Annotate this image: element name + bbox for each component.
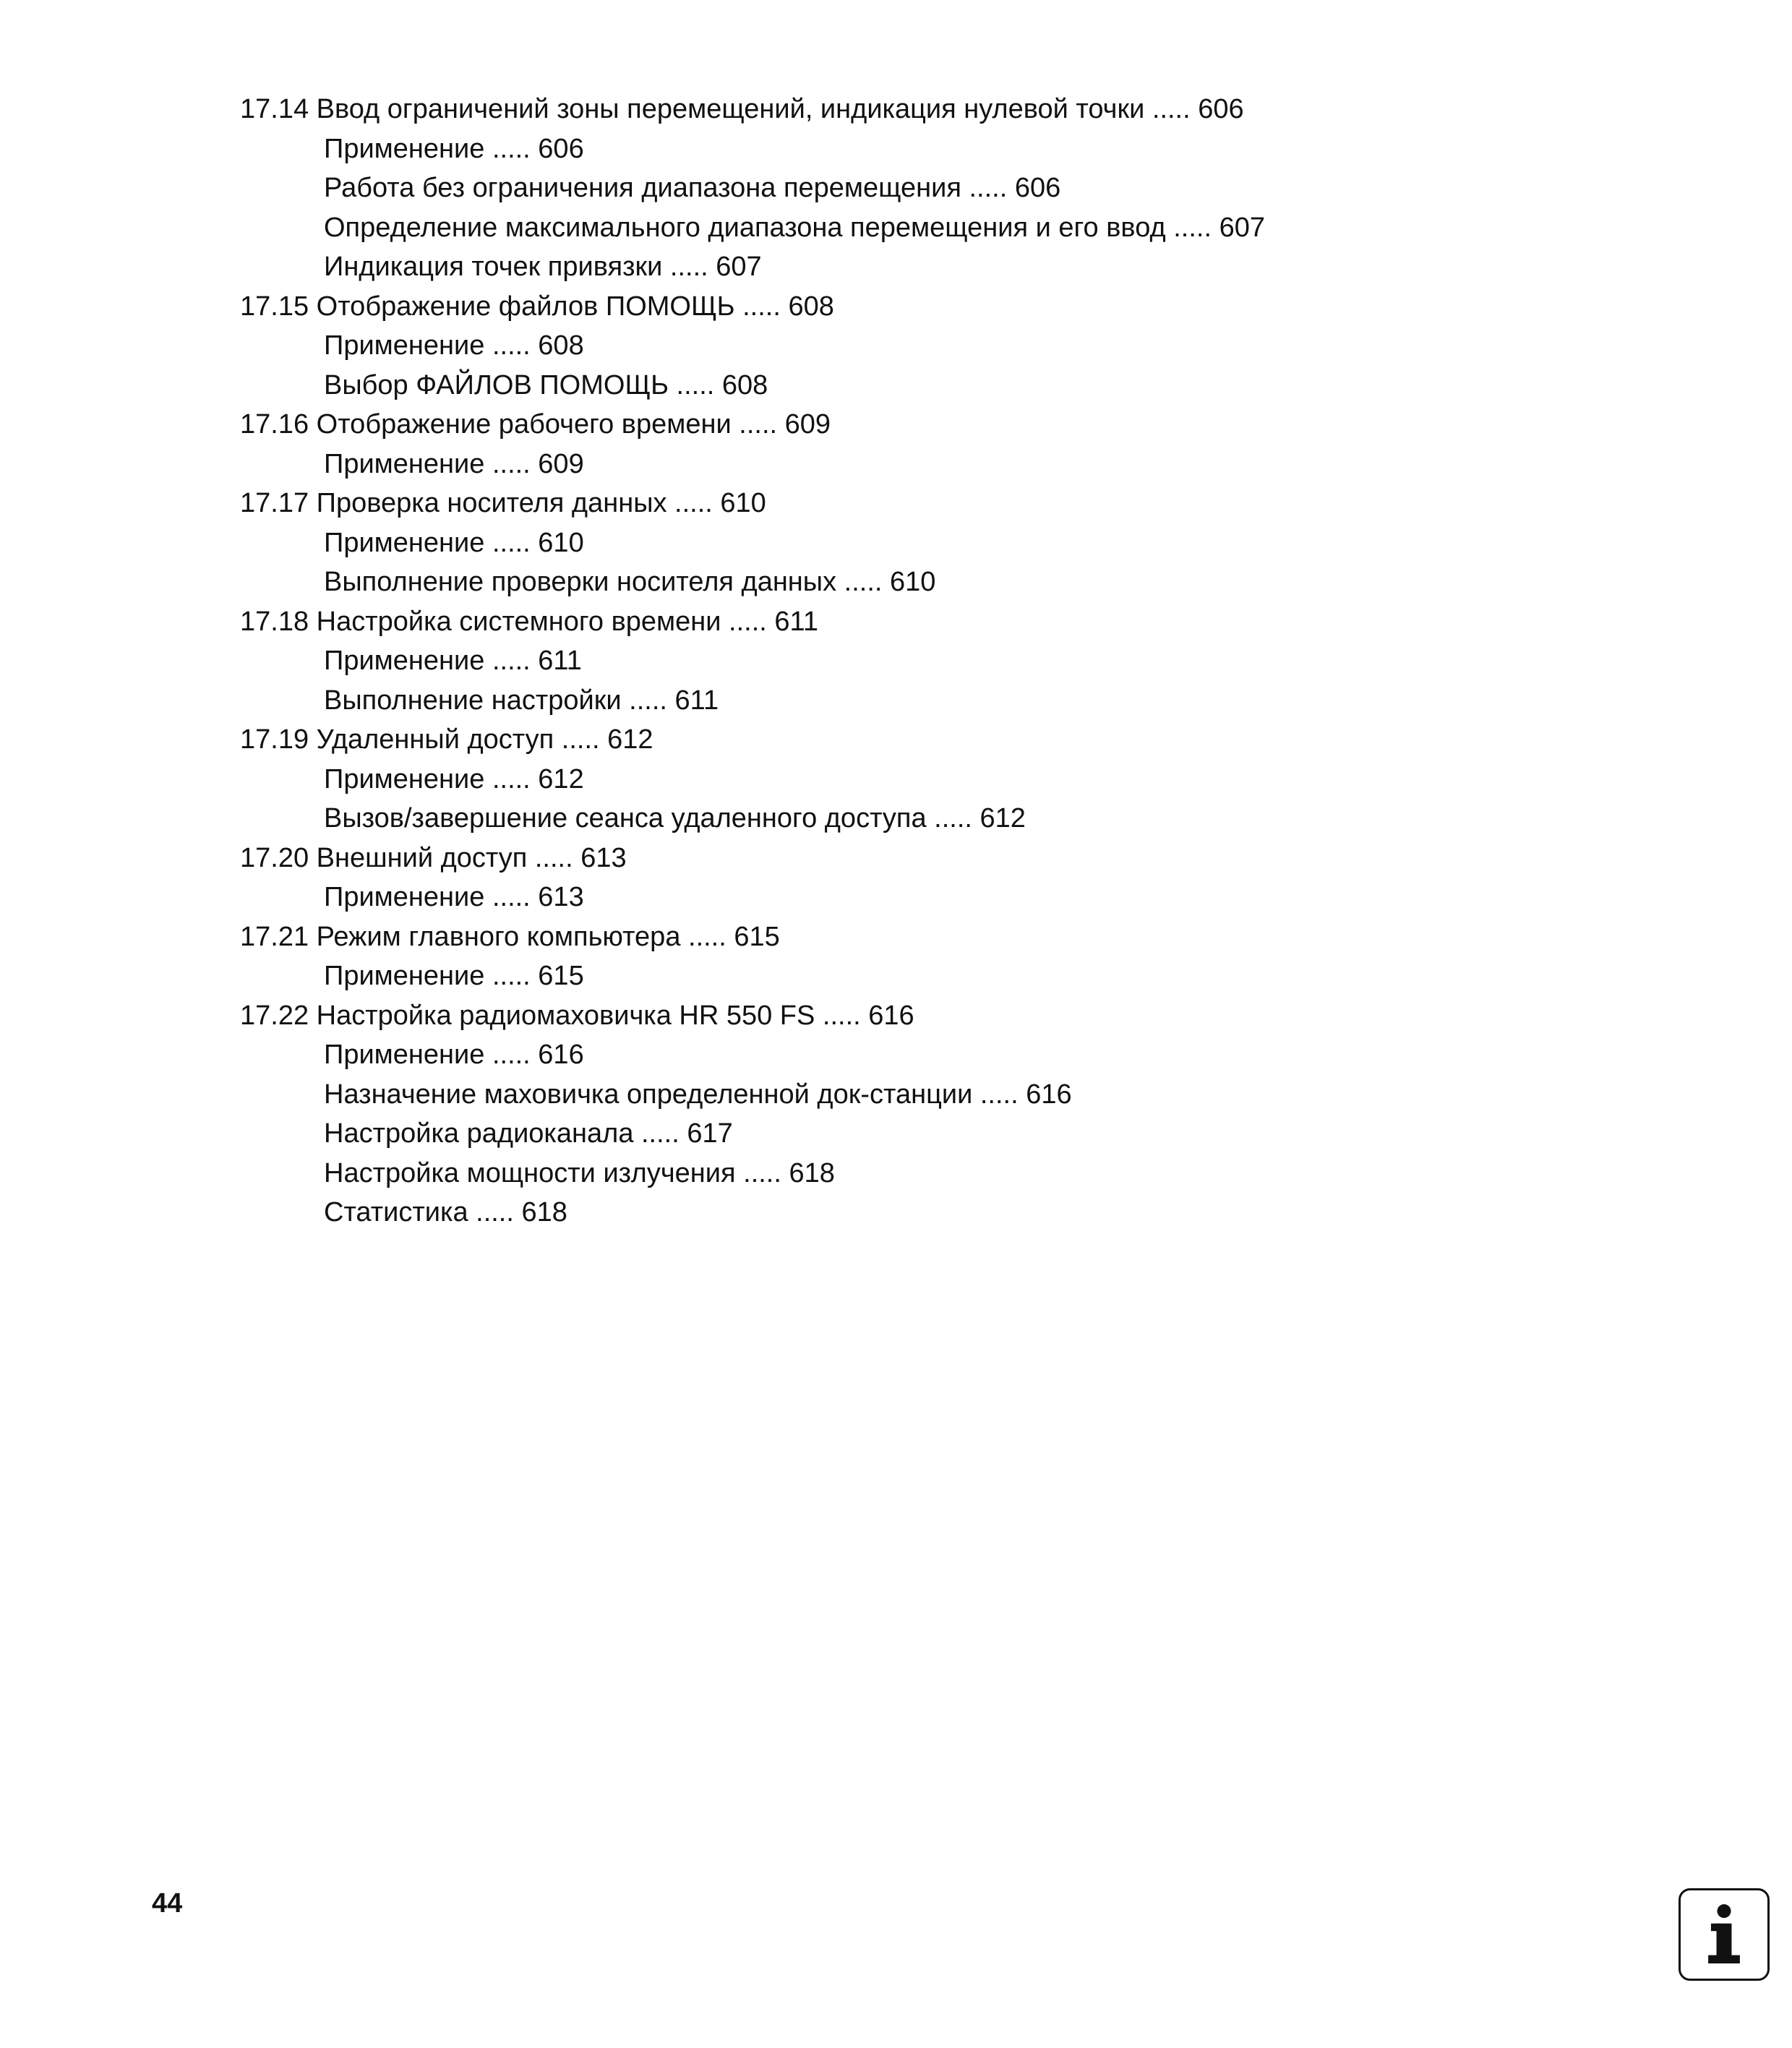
table-of-contents: [240, 90, 1613, 1233]
toc-subsection-item[interactable]: Настройка радиоканала ..... 617: [324, 1118, 733, 1149]
toc-subsection-item[interactable]: Применение ..... 608: [324, 330, 584, 361]
toc-section-17-20[interactable]: 17.20 Внешний доступ ..... 613: [240, 842, 627, 873]
toc-subsection-item[interactable]: Применение ..... 609: [324, 448, 584, 479]
page-number: 44: [152, 1888, 183, 1919]
info-icon: [1679, 1888, 1770, 1981]
toc-section-17-19[interactable]: 17.19 Удаленный доступ ..... 612: [240, 724, 653, 755]
toc-section-17-18[interactable]: 17.18 Настройка системного времени ..... 611: [240, 606, 818, 637]
toc-section-17-22[interactable]: 17.22 Настройка радиомаховичка HR 550 FS ..... 616: [240, 1000, 914, 1031]
toc-subsection-item[interactable]: Применение ..... 610: [324, 527, 584, 558]
toc-subsection-item[interactable]: Статистика ..... 618: [324, 1197, 567, 1227]
toc-section-17-16[interactable]: 17.16 Отображение рабочего времени ..... 609: [240, 409, 831, 440]
toc-subsection-item[interactable]: Работа без ограничения диапазона перемещения ..... 606: [324, 173, 1061, 203]
toc-subsection-item[interactable]: Применение ..... 611: [324, 646, 582, 676]
toc-subsection-item[interactable]: Определение максимального диапазона перемещения и его ввод ..... 607: [324, 212, 1265, 243]
toc-subsection-item[interactable]: Настройка мощности излучения ..... 618: [324, 1157, 835, 1188]
toc-subsection-item[interactable]: Вызов/завершение сеанса удаленного доступа ..... 612: [324, 803, 1026, 834]
toc-subsection-item[interactable]: Применение ..... 612: [324, 763, 584, 794]
toc-subsection-item[interactable]: Применение ..... 615: [324, 961, 584, 991]
toc-section-17-14[interactable]: 17.14 Ввод ограничений зоны перемещений, индикация нулевой точки ..... 606: [240, 94, 1244, 124]
toc-section-17-15[interactable]: 17.15 Отображение файлов ПОМОЩЬ ..... 608: [240, 291, 834, 322]
toc-subsection-item[interactable]: Применение ..... 606: [324, 133, 584, 164]
toc-subsection-item[interactable]: Применение ..... 616: [324, 1040, 584, 1070]
toc-subsection-item[interactable]: Выбор ФАЙЛОВ ПОМОЩЬ ..... 608: [324, 369, 768, 400]
toc-subsection-item[interactable]: Выполнение настройки ..... 611: [324, 685, 719, 716]
toc-subsection-item[interactable]: Назначение маховичка определенной док-станции ..... 616: [324, 1079, 1072, 1110]
toc-subsection-item[interactable]: Выполнение проверки носителя данных ..... 610: [324, 567, 936, 597]
toc-section-17-17[interactable]: 17.17 Проверка носителя данных ..... 610: [240, 488, 766, 518]
toc-subsection-item[interactable]: Применение ..... 613: [324, 882, 584, 912]
info-glyph: [1681, 1890, 1767, 1979]
toc-section-17-21[interactable]: 17.21 Режим главного компьютера ..... 615: [240, 921, 780, 952]
toc-subsection-item[interactable]: Индикация точек привязки ..... 607: [324, 252, 762, 282]
